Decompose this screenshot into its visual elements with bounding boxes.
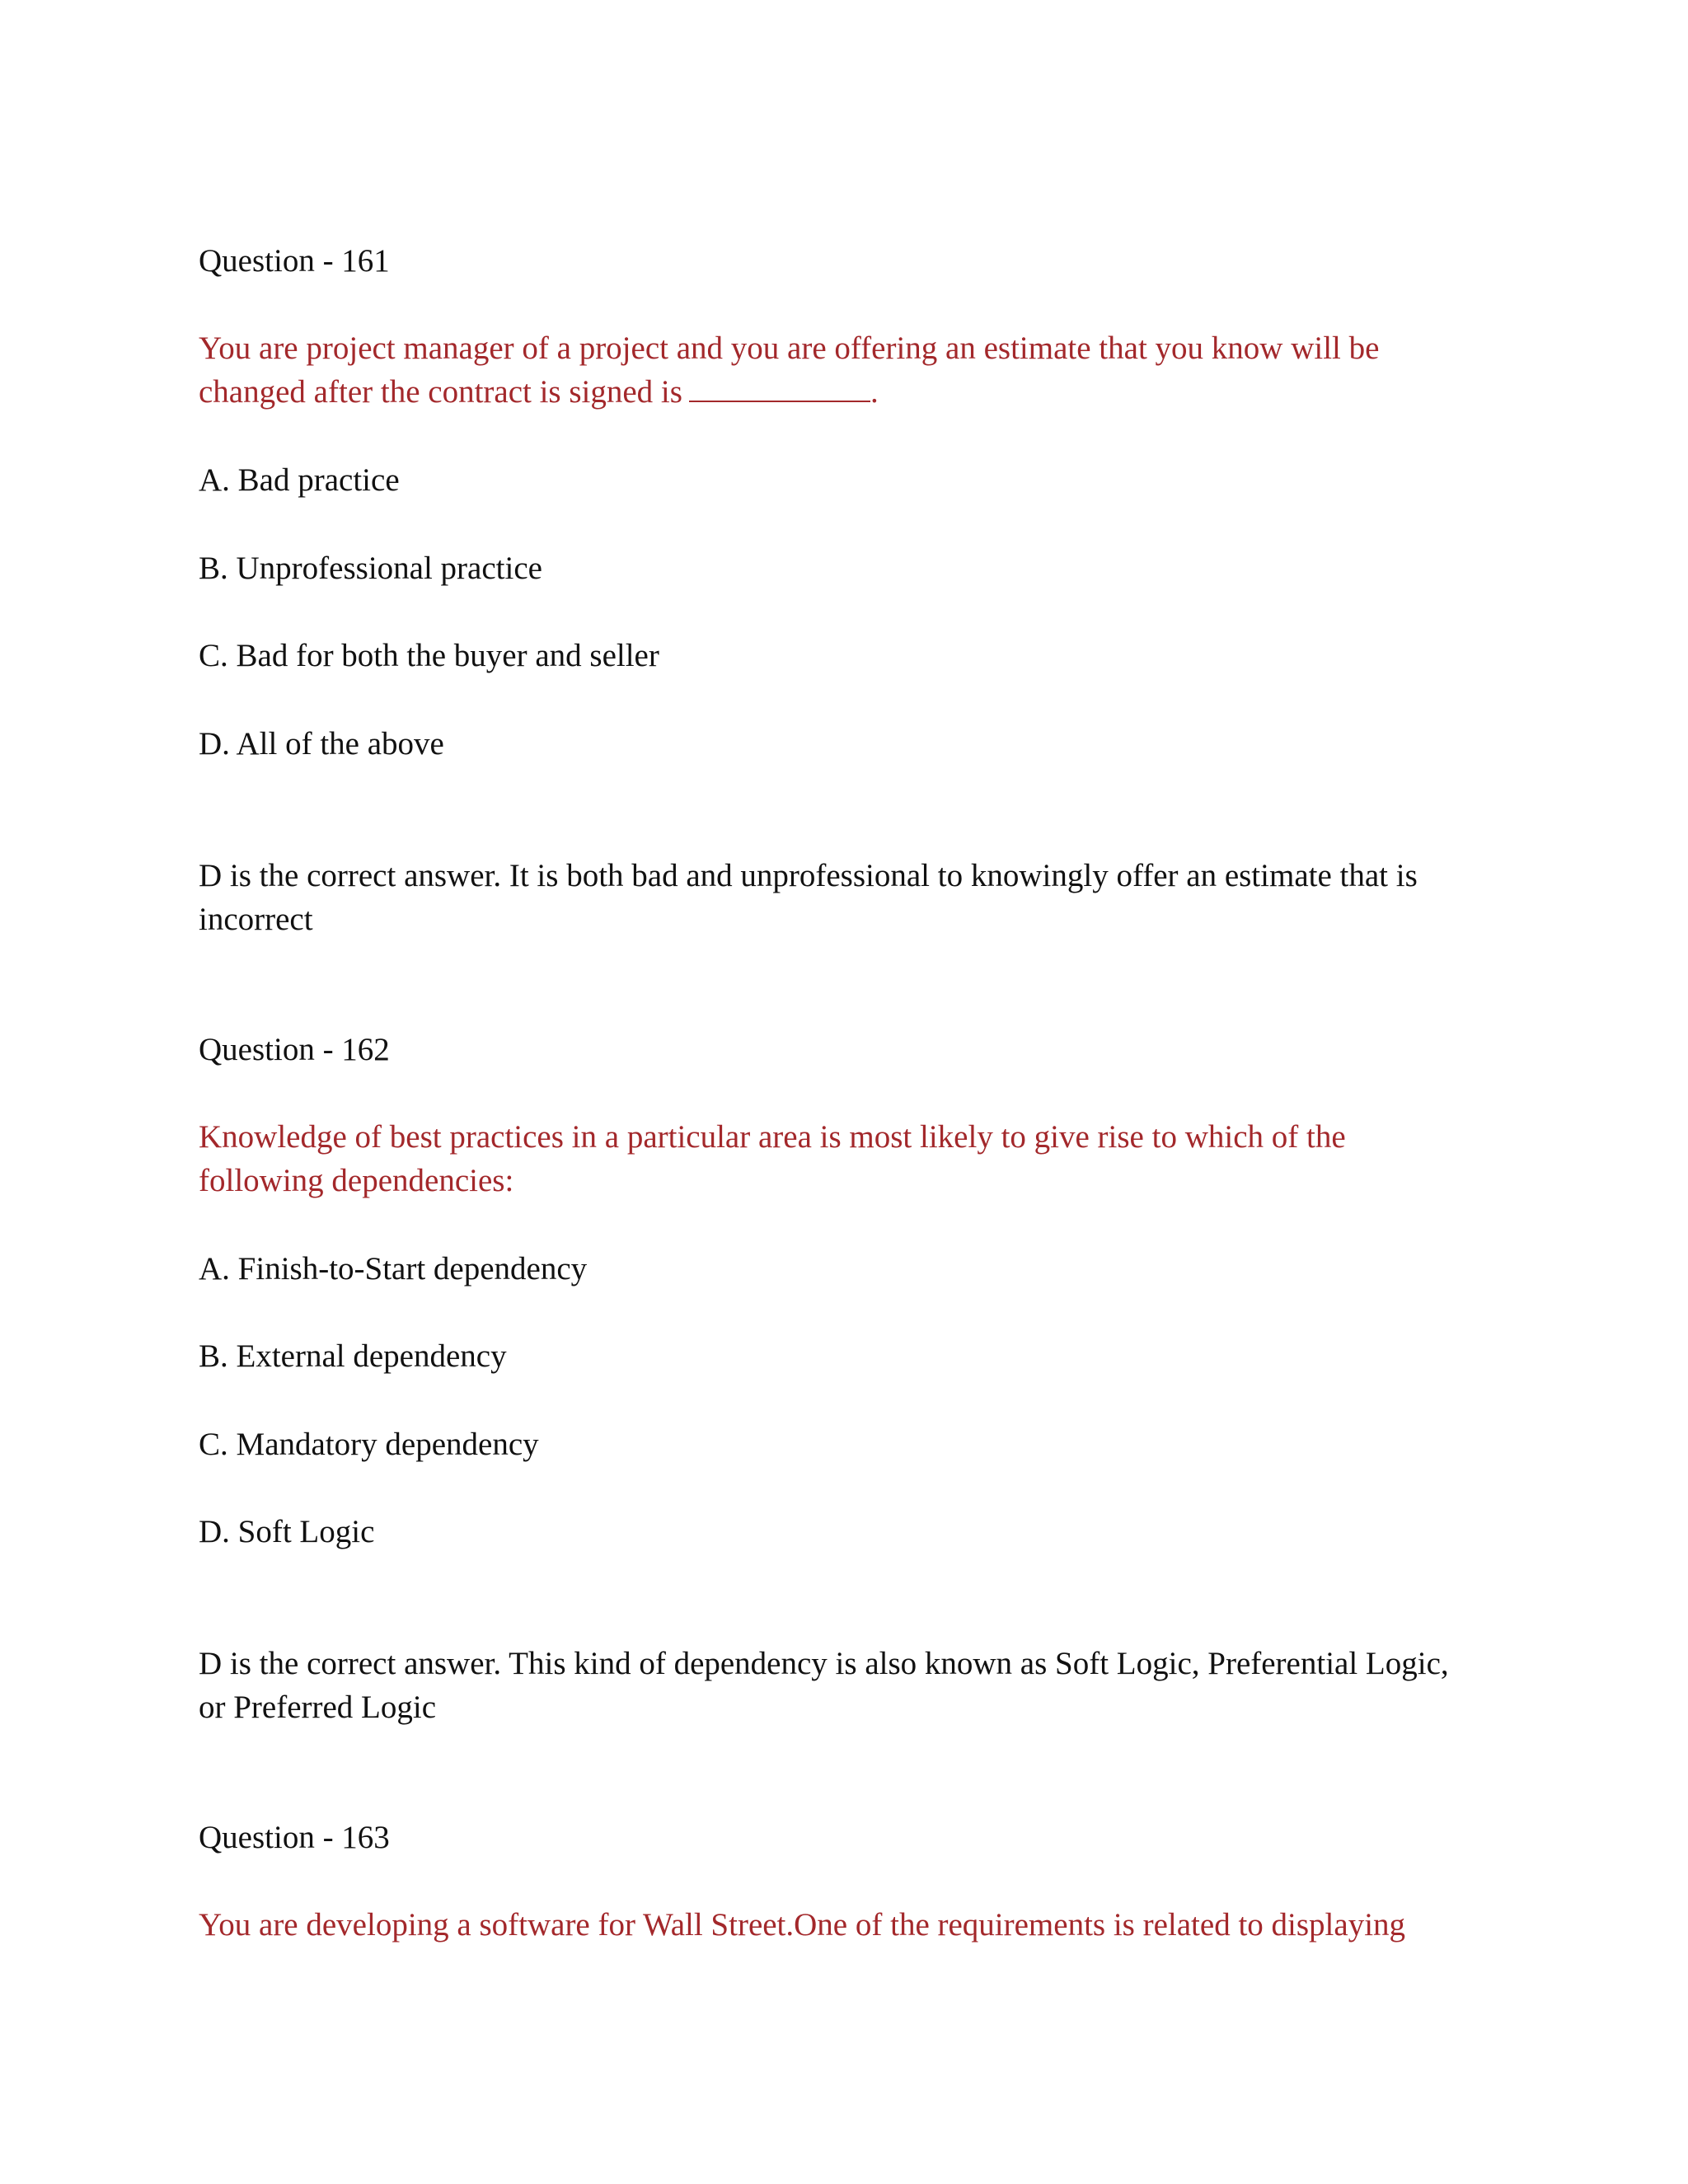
option-162-a: A. Finish-to-Start dependency (199, 1251, 588, 1286)
answer-162-line1: D is the correct answer. This kind of dependency is also known as Soft Logic, Preferential Logic, (199, 1646, 1449, 1681)
option-161-d: D. All of the above (199, 726, 444, 762)
option-161-c: C. Bad for both the buyer and seller (199, 638, 659, 673)
question-text-161-line2 (199, 370, 879, 414)
question-text-161-line2-text: changed after the contract is signed is (199, 374, 682, 410)
option-162-d: D. Soft Logic (199, 1514, 375, 1549)
answer-161-line1: D is the correct answer. It is both bad and unprofessional to knowingly offer an estimate that is (199, 858, 1418, 893)
option-162-c: C. Mandatory dependency (199, 1427, 539, 1462)
option-161-a: A. Bad practice (199, 462, 400, 498)
answer-162-line2: or Preferred Logic (199, 1690, 437, 1725)
question-text-162-line2: following dependencies: (199, 1163, 514, 1198)
answer-161-line2: incorrect (199, 902, 313, 937)
fill-in-blank (689, 376, 870, 402)
question-label-161: Question - 161 (199, 243, 390, 279)
question-text-162-line1: Knowledge of best practices in a particular area is most likely to give rise to which of the (199, 1119, 1346, 1155)
question-label-162: Question - 162 (199, 1032, 390, 1067)
question-text-161-line1: You are project manager of a project and you are offering an estimate that you know will be (199, 330, 1380, 366)
question-label-163: Question - 163 (199, 1820, 390, 1855)
option-162-b: B. External dependency (199, 1338, 507, 1374)
question-text-161-line2-end: . (870, 374, 879, 410)
option-161-b: B. Unprofessional practice (199, 551, 542, 586)
question-text-163-line1: You are developing a software for Wall Street.One of the requirements is related to displaying (199, 1907, 1406, 1943)
